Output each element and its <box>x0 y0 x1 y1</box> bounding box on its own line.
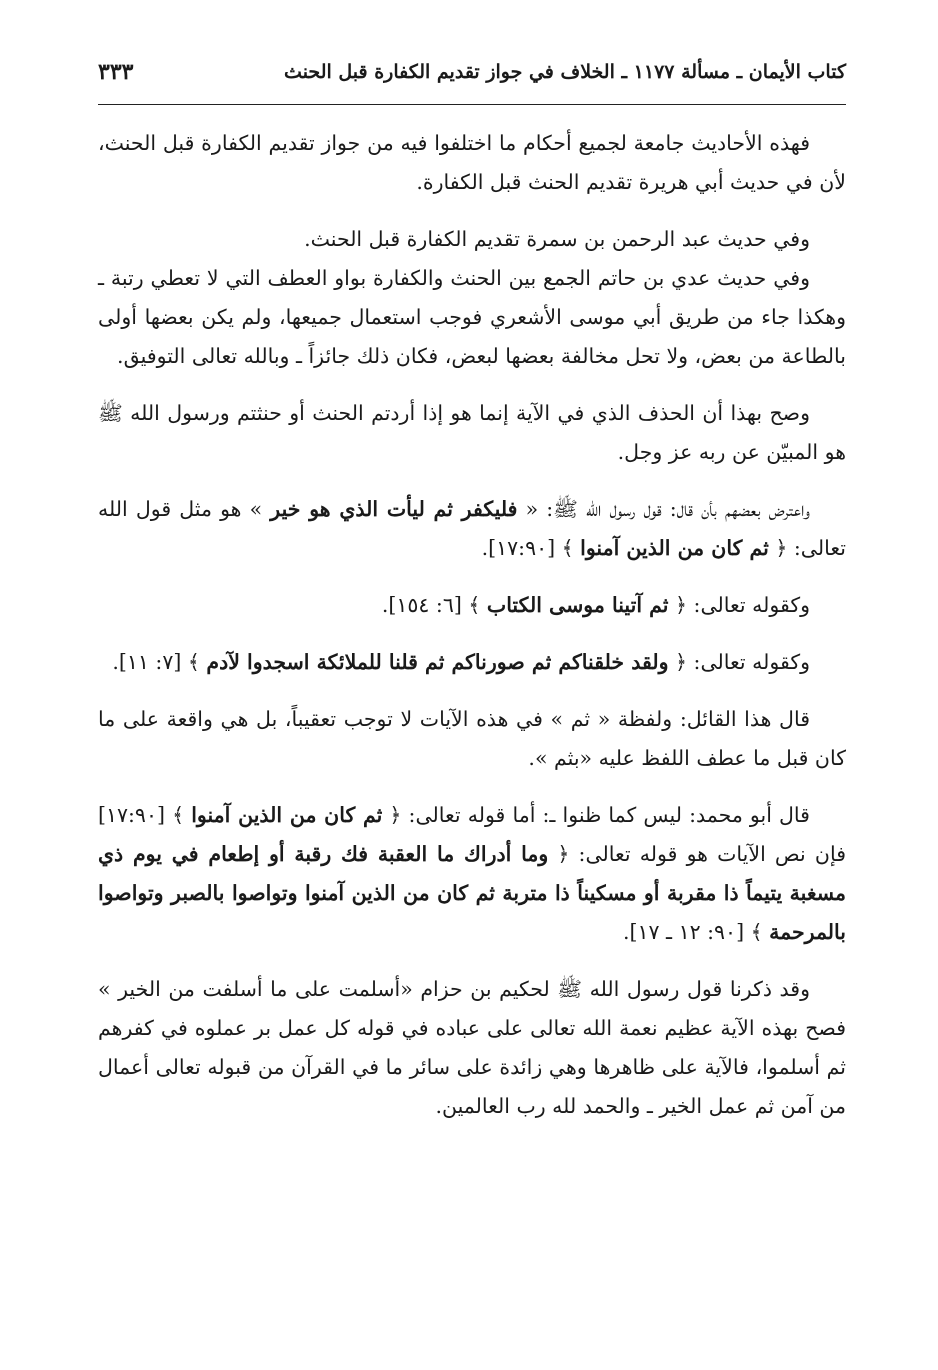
paragraph-3: وفي حديث عدي بن حاتم الجمع بين الحنث والكفارة بواو العطف التي لا تعطي رتبة ـ وهكذا جاء من طريق أبي موسى الأشعري فوجب استعمال جميعها، ولم يكن بعضها أولى بالطاعة من بعض، ولا تحل مخالفة بعضها لبعض، فكان ذلك جائزاً ـ وبالله تعالى التوفيق. <box>98 266 846 368</box>
quran-quote-2: ثم آتينا موسى الكتاب <box>486 593 669 617</box>
quran-quote-4: ثم كان من الذين آمنوا <box>191 803 383 827</box>
running-header <box>98 52 846 92</box>
paragraph-6-text-a: وكقوله تعالى: ﴿ <box>668 593 810 617</box>
paragraph-8: قال هذا القائل: ولفظة « ثم » في هذه الآيات لا توجب تعقيباً، بل هي واقعة على ما كان قبل ما عطف اللفظ عليه «بثم ». <box>98 707 846 770</box>
paragraph-5-text-a: واعترض بعضهم بأن قال: قول رسول الله ﷺ: « <box>517 497 810 521</box>
paragraph-5-text-c: » هو مثل قول الله تعالى: ﴿ <box>98 497 846 560</box>
quran-quote-1: ثم كان من الذين آمنوا <box>580 536 769 560</box>
paragraph-4: وصح بهذا أن الحذف الذي في الآية إنما هو إذا أردتم الحنث أو حنثتم ورسول الله ﷺ هو المبيّن عن ربه عز وجل. <box>98 401 846 464</box>
quran-quote-5: وما أدراك ما العقبة فك رقبة أو إطعام في يوم ذي مسغبة يتيماً ذا مقربة أو مسكيناً ذا متربة ثم كان من الذين آمنوا وتواصوا بالصبر وتواصوا بالمرحمة <box>98 842 846 944</box>
paragraph-1: فهذه الأحاديث جامعة لجميع أحكام ما اختلفوا فيه من جواز تقديم الكفارة قبل الحنث، لأن في حديث أبي هريرة تقديم الحنث قبل الكفارة. <box>98 131 846 194</box>
paragraph-9-text-c: ﴾ [١٧:٩٠] فإن نص الآيات هو قوله تعالى: ﴿ <box>98 803 846 866</box>
paragraph-9 <box>98 796 846 952</box>
page-number: ٣٣٣ <box>98 59 134 85</box>
header-rule <box>98 104 846 105</box>
paragraph-9-ref: ﴾ [٩٠: ١٢ ـ ١٧]. <box>622 920 770 944</box>
paragraph-2: وفي حديث عبد الرحمن بن سمرة تقديم الكفارة قبل الحنث. <box>304 227 810 251</box>
chapter-title: كتاب الأيمان ـ مسألة ١١٧٧ ـ الخلاف في جواز تقديم الكفارة قبل الحنث <box>284 61 846 83</box>
paragraph-5-ref: ﴾ [١٧:٩٠]. <box>481 536 581 560</box>
paragraph-7-ref: ﴾ [٧: ١١]. <box>112 650 207 674</box>
paragraph-7 <box>98 643 846 682</box>
hadith-quote: فليكفر ثم ليأت الذي هو خير <box>270 497 518 521</box>
paragraph-6-ref: ﴾ [٦: ١٥٤]. <box>381 593 487 617</box>
page-body <box>98 124 846 1136</box>
paragraph-10: وقد ذكرنا قول رسول الله ﷺ لحكيم بن حزام «أسلمت على ما أسلفت من الخير » فصح بهذه الآية عظيم نعمة الله تعالى على عباده في قوله كل عمل بر عملوه في كفرهم ثم أسلموا، فالآية على ظاهرها وهي زائدة على سائر ما في القرآن من قبوله تعالى أعمال من آمن ثم عمل الخير ـ والحمد لله رب العالمين. <box>98 977 846 1118</box>
paragraph-9-text-a: قال أبو محمد: ليس كما ظنوا ـ: أما قوله تعالى: ﴿ <box>382 803 810 827</box>
paragraph-7-text-a: وكقوله تعالى: ﴿ <box>668 650 810 674</box>
quran-quote-3: ولقد خلقناكم ثم صورناكم ثم قلنا للملائكة اسجدوا لآدم <box>206 650 669 674</box>
paragraph-6 <box>98 586 846 625</box>
paragraph-5 <box>98 490 846 568</box>
